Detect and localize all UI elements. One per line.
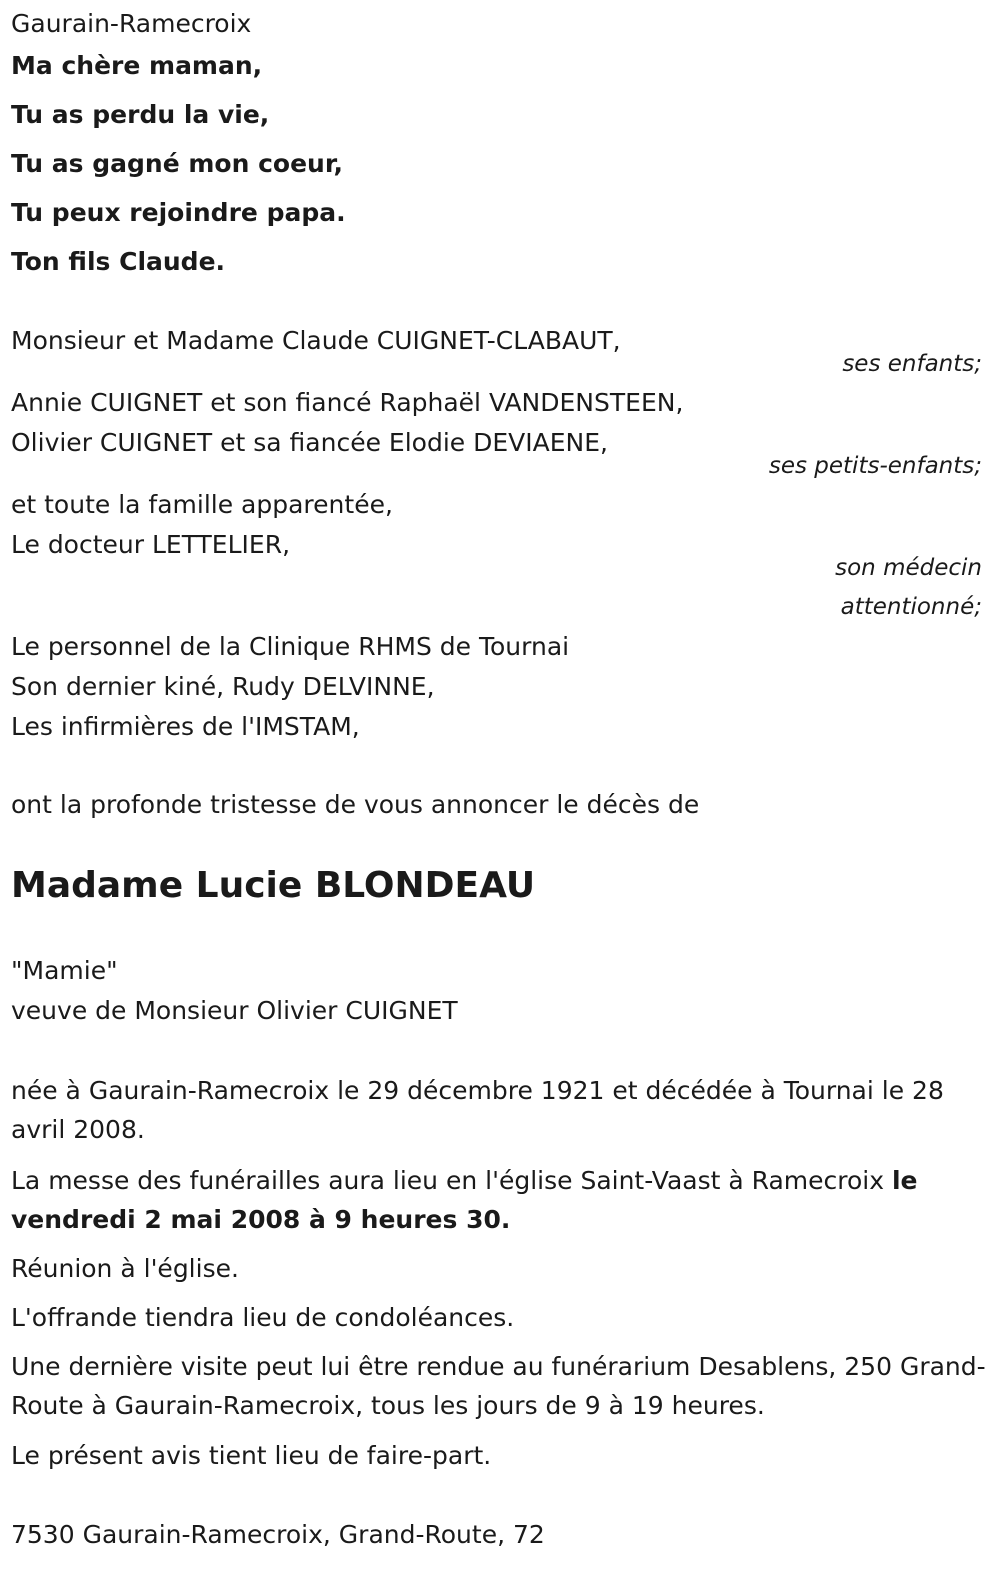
staff-line: Les infirmières de l'IMSTAM, [11,712,360,741]
poem-signature: Ton fils Claude. [11,247,226,276]
staff-line: Le personnel de la Clinique RHMS de Tournai [11,632,570,661]
visit-paragraph: Une dernière visite peut lui être rendue au funérarium Desablens, 250 Grand-Route à Gaurain-Ramecroix, tous les jours de 9 à 19 heures. [11,1352,986,1420]
grandchild-name: Olivier CUIGNET et sa fiancée Elodie DEVIAENE, [11,428,608,457]
funeral-mass-paragraph [11,1161,986,1239]
birth-death-paragraph: née à Gaurain-Ramecroix le 29 décembre 1921 et décédée à Tournai le 28 avril 2008. [11,1076,944,1144]
mass-date: le vendredi 2 mai 2008 à 9 heures 30. [11,1166,918,1234]
family-line: et toute la famille apparentée, [11,490,393,519]
deceased-name: Madame Lucie BLONDEAU [11,865,536,906]
doctor-role: attentionné; [840,594,982,620]
grandchild-name: Annie CUIGNET et son fiancé Raphaël VANDENSTEEN, [11,388,684,417]
offering-paragraph: L'offrande tiendra lieu de condoléances. [11,1303,515,1332]
staff-line: Son dernier kiné, Rudy DELVINNE, [11,672,435,701]
meeting-paragraph: Réunion à l'église. [11,1254,239,1283]
poem-line: Tu as perdu la vie, [11,100,270,129]
poem-line: Tu peux rejoindre papa. [11,198,346,227]
poem-line: Tu as gagné mon coeur, [11,149,344,178]
poem-line: Ma chère maman, [11,51,263,80]
place-heading: Gaurain-Ramecroix [11,9,252,38]
notice-paragraph: Le présent avis tient lieu de faire-part. [11,1441,492,1470]
widow-of: veuve de Monsieur Olivier CUIGNET [11,996,458,1025]
doctor-role: son médecin [835,555,982,581]
children-names: Monsieur et Madame Claude CUIGNET-CLABAUT, [11,326,621,355]
mass-text: La messe des funérailles aura lieu en l'église Saint-Vaast à Ramecroix [11,1166,892,1195]
nickname: "Mamie" [11,956,118,985]
grandchildren-role: ses petits-enfants; [768,453,982,479]
children-role: ses enfants; [842,351,982,377]
address: 7530 Gaurain-Ramecroix, Grand-Route, 72 [11,1520,545,1549]
announcement: ont la profonde tristesse de vous annoncer le décès de [11,790,700,819]
doctor-name: Le docteur LETTELIER, [11,530,291,559]
